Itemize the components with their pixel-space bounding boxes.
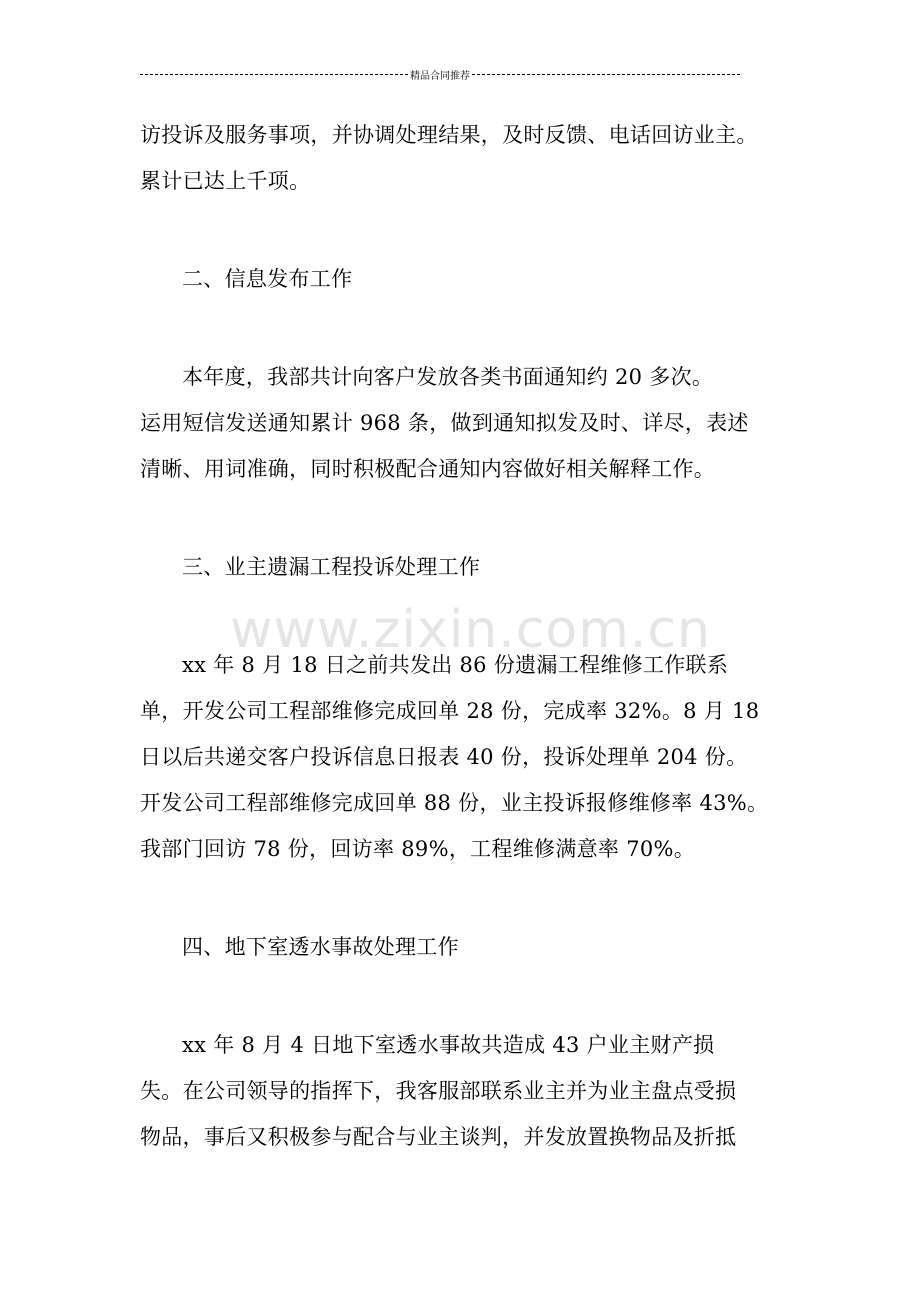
watermark: www.zixin.com.cn: [230, 600, 711, 660]
paragraph-line: 日以后共递交客户投诉信息日报表 40 份，投诉处理单 204 份。: [140, 745, 748, 769]
paragraph-line: xx 年 8 月 18 日之前共发出 86 份遗漏工程维修工作联系: [182, 653, 729, 677]
page-header: [140, 64, 740, 84]
paragraph-line: 开发公司工程部维修完成回单 88 份，业主投诉报修维修率 43%。: [140, 791, 769, 815]
document-body: [140, 112, 780, 1160]
paragraph-line: 单，开发公司工程部维修完成回单 28 份，完成率 32%。8 月 18: [140, 699, 760, 723]
paragraph-line: 我部门回访 78 份，回访率 89%，工程维修满意率 70%。: [140, 837, 696, 861]
paragraph-line: 失。在公司领导的指挥下，我客服部联系业主并为业主盘点受损: [140, 1079, 737, 1103]
paragraph-line: 本年度，我部共计向客户发放各类书面通知约 20 多次。: [182, 365, 714, 389]
header-dash-left: [140, 74, 408, 75]
section-heading-2: 二、信息发布工作: [182, 267, 353, 291]
header-dash-right: [472, 74, 740, 75]
section-heading-3: 三、业主遗漏工程投诉处理工作: [182, 555, 481, 579]
paragraph-line: 清晰、用词准确，同时积极配合通知内容做好相关解释工作。: [140, 457, 716, 481]
paragraph-line: 运用短信发送通知累计 968 条，做到通知拟发及时、详尽，表述: [140, 411, 749, 435]
paragraph-line: xx 年 8 月 4 日地下室透水事故共造成 43 户业主财产损: [182, 1033, 715, 1057]
header-label: 精品合同推荐: [410, 70, 470, 82]
paragraph-line: 累计已达上千项。: [140, 169, 311, 193]
section-heading-4: 四、地下室透水事故处理工作: [182, 935, 459, 959]
paragraph-line: 访投诉及服务事项，并协调处理结果，及时反馈、电话回访业主。: [140, 123, 758, 147]
paragraph-line: 物品，事后又积极参与配合与业主谈判，并发放置换物品及折抵: [140, 1125, 737, 1149]
